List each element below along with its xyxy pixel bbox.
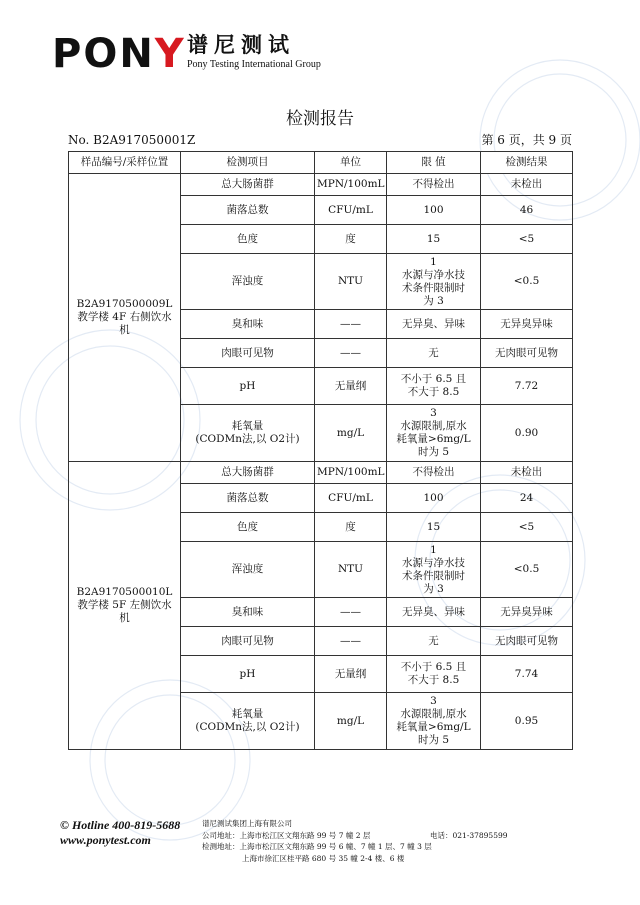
item-cell [181, 174, 315, 196]
result-cell: 24 [481, 484, 573, 513]
limit-line: 无 [428, 346, 439, 359]
limit-cell [387, 484, 481, 513]
page-info: 第 6 页，共 9 页 [481, 133, 572, 147]
item-cell [181, 405, 315, 462]
report-number: No. B2A917050001Z [68, 133, 196, 147]
sample-cell [69, 462, 181, 750]
item-cell [181, 598, 315, 627]
result-cell: 0.90 [481, 405, 573, 462]
sample-line: B2A9170500010L [76, 586, 173, 598]
test-address-1: 检测地址：上海市松江区文翔东路 99 号 6 幢、7 幢 1 层、7 幢 3 层 [202, 842, 432, 851]
document-title: 检测报告 [286, 109, 354, 129]
limit-line: 无 [428, 634, 439, 647]
item-name: 色度 [237, 520, 258, 533]
limit-line: 1 [430, 255, 437, 268]
item-name: 肉眼可见物 [221, 346, 274, 359]
unit-cell: CFU/mL [315, 484, 387, 513]
limit-line: 时为 5 [417, 446, 450, 458]
limit-cell [387, 405, 481, 462]
limit-line: 水源限制,原水 [400, 708, 467, 720]
limit-line: 为 3 [423, 582, 444, 595]
test-address-2: 上海市徐汇区桂平路 680 号 35 幢 2-4 楼、6 楼 [242, 853, 405, 863]
item-cell [181, 693, 315, 750]
sample-line: 机 [119, 612, 130, 624]
result-cell: 0.95 [481, 693, 573, 750]
item-cell [181, 627, 315, 656]
item-name: 臭和味 [231, 605, 264, 618]
limit-cell [387, 310, 481, 339]
item-name: 臭和味 [231, 317, 264, 330]
pony-logo [52, 31, 186, 77]
limit-line: 水源与净水技 [402, 556, 465, 569]
item-name: 肉眼可见物 [221, 634, 274, 647]
item-cell [181, 542, 315, 598]
sample-cell [69, 174, 181, 462]
sample-line: B2A9170500009L [76, 298, 173, 310]
item-name: 菌落总数 [226, 203, 269, 216]
limit-line: 100 [423, 203, 444, 216]
website-link[interactable]: www.ponytest.com [60, 833, 151, 847]
unit-cell: MPN/100mL [315, 462, 387, 484]
limit-cell [387, 462, 481, 484]
result-cell: 无肉眼可见物 [481, 339, 573, 368]
limit-line: 术条件限制时 [402, 281, 465, 294]
limit-cell [387, 542, 481, 598]
unit-cell: mg/L [315, 405, 387, 462]
item-cell [181, 310, 315, 339]
table-row [69, 174, 573, 196]
limit-line: 不小于 6.5 且 [400, 373, 467, 385]
limit-line: 时为 5 [417, 734, 450, 746]
item-cell [181, 254, 315, 310]
item-cell [181, 196, 315, 225]
logo-text-a: PON [52, 31, 155, 77]
limit-cell [387, 339, 481, 368]
limit-line: 100 [423, 491, 444, 504]
item-method: (CODMn法,以 O2计) [195, 433, 300, 445]
result-cell: <0.5 [481, 542, 573, 598]
limit-cell [387, 196, 481, 225]
limit-line: 3 [430, 407, 437, 419]
unit-cell: NTU [315, 254, 387, 310]
limit-cell [387, 656, 481, 693]
result-cell: <5 [481, 513, 573, 542]
item-cell [181, 339, 315, 368]
limit-line: 无异臭、异味 [402, 317, 465, 330]
limit-cell [387, 174, 481, 196]
logo-text-b: Y [154, 31, 186, 77]
unit-cell: 无量纲 [315, 368, 387, 405]
limit-line: 3 [430, 695, 437, 707]
limit-line: 水源限制,原水 [400, 420, 467, 432]
item-name: 菌落总数 [226, 491, 269, 504]
limit-line: 术条件限制时 [402, 569, 465, 582]
limit-line: 耗氧量>6mg/L [396, 721, 471, 733]
unit-cell: —— [315, 627, 387, 656]
item-name: 浑浊度 [231, 563, 264, 575]
sample-line: 机 [119, 324, 130, 336]
column-header: 样品编号/采样位置 [69, 152, 181, 174]
unit-cell: —— [315, 310, 387, 339]
result-cell: 无异臭异味 [481, 310, 573, 339]
result-cell: 无肉眼可见物 [481, 627, 573, 656]
item-cell [181, 513, 315, 542]
unit-cell: —— [315, 339, 387, 368]
results-table [68, 151, 573, 750]
unit-cell: 度 [315, 513, 387, 542]
limit-cell [387, 254, 481, 310]
sample-line: 教学楼 4F 右侧饮水 [77, 311, 172, 323]
limit-line: 不大于 8.5 [407, 386, 460, 398]
result-cell: 未检出 [481, 462, 573, 484]
item-name: 总大肠菌群 [221, 178, 274, 190]
result-cell: 未检出 [481, 174, 573, 196]
result-cell: 46 [481, 196, 573, 225]
result-cell: 无异臭异味 [481, 598, 573, 627]
hotline: Hotline 400-819-5688 [71, 818, 181, 832]
limit-line: 不大于 8.5 [407, 674, 460, 686]
limit-cell [387, 513, 481, 542]
item-name: 耗氧量 [231, 420, 264, 432]
column-header: 检测结果 [481, 152, 573, 174]
brand-name-cn: 谱尼测试 [187, 33, 295, 57]
unit-cell: CFU/mL [315, 196, 387, 225]
item-name: pH [239, 379, 256, 392]
result-cell: <5 [481, 225, 573, 254]
item-name: pH [239, 667, 256, 680]
item-cell [181, 462, 315, 484]
column-header: 限 值 [387, 152, 481, 174]
unit-cell: 无量纲 [315, 656, 387, 693]
item-cell [181, 225, 315, 254]
result-cell: 7.74 [481, 656, 573, 693]
limit-line: 不得检出 [412, 178, 455, 190]
column-header: 检测项目 [181, 152, 315, 174]
item-cell [181, 484, 315, 513]
footer-address [202, 818, 432, 864]
brand-name-en: Pony Testing International Group [187, 59, 321, 70]
item-name: 耗氧量 [231, 708, 264, 720]
item-cell [181, 368, 315, 405]
item-name: 总大肠菌群 [221, 466, 274, 478]
sample-line: 教学楼 5F 左侧饮水 [77, 599, 172, 611]
limit-cell [387, 368, 481, 405]
unit-cell: MPN/100mL [315, 174, 387, 196]
item-name: 色度 [237, 232, 258, 245]
limit-cell [387, 598, 481, 627]
limit-line: 15 [426, 232, 441, 245]
unit-cell: NTU [315, 542, 387, 598]
table-row [69, 462, 573, 484]
unit-cell: mg/L [315, 693, 387, 750]
limit-cell [387, 693, 481, 750]
limit-cell [387, 627, 481, 656]
limit-line: 耗氧量>6mg/L [396, 433, 471, 445]
result-cell: 7.72 [481, 368, 573, 405]
item-cell [181, 656, 315, 693]
limit-line: 1 [430, 543, 437, 556]
item-method: (CODMn法,以 O2计) [195, 721, 300, 733]
limit-line: 为 3 [423, 294, 444, 307]
limit-line: 不得检出 [412, 466, 455, 478]
item-name: 浑浊度 [231, 275, 264, 287]
limit-line: 不小于 6.5 且 [400, 661, 467, 673]
footer-phone: 电话：021-37895599 [430, 831, 508, 840]
table-header-row [69, 152, 573, 174]
column-header: 单位 [315, 152, 387, 174]
unit-cell: —— [315, 598, 387, 627]
limit-line: 15 [426, 520, 441, 533]
unit-cell: 度 [315, 225, 387, 254]
limit-cell [387, 225, 481, 254]
limit-line: 无异臭、异味 [402, 605, 465, 618]
footer-contact: © Hotline 400-819-5688 www.ponytest.com [60, 818, 181, 847]
company-name: 谱尼测试集团上海有限公司 [202, 819, 292, 828]
limit-line: 水源与净水技 [402, 268, 465, 281]
company-address: 公司地址：上海市松江区文翔东路 99 号 7 幢 2 层 [202, 830, 371, 840]
result-cell: <0.5 [481, 254, 573, 310]
